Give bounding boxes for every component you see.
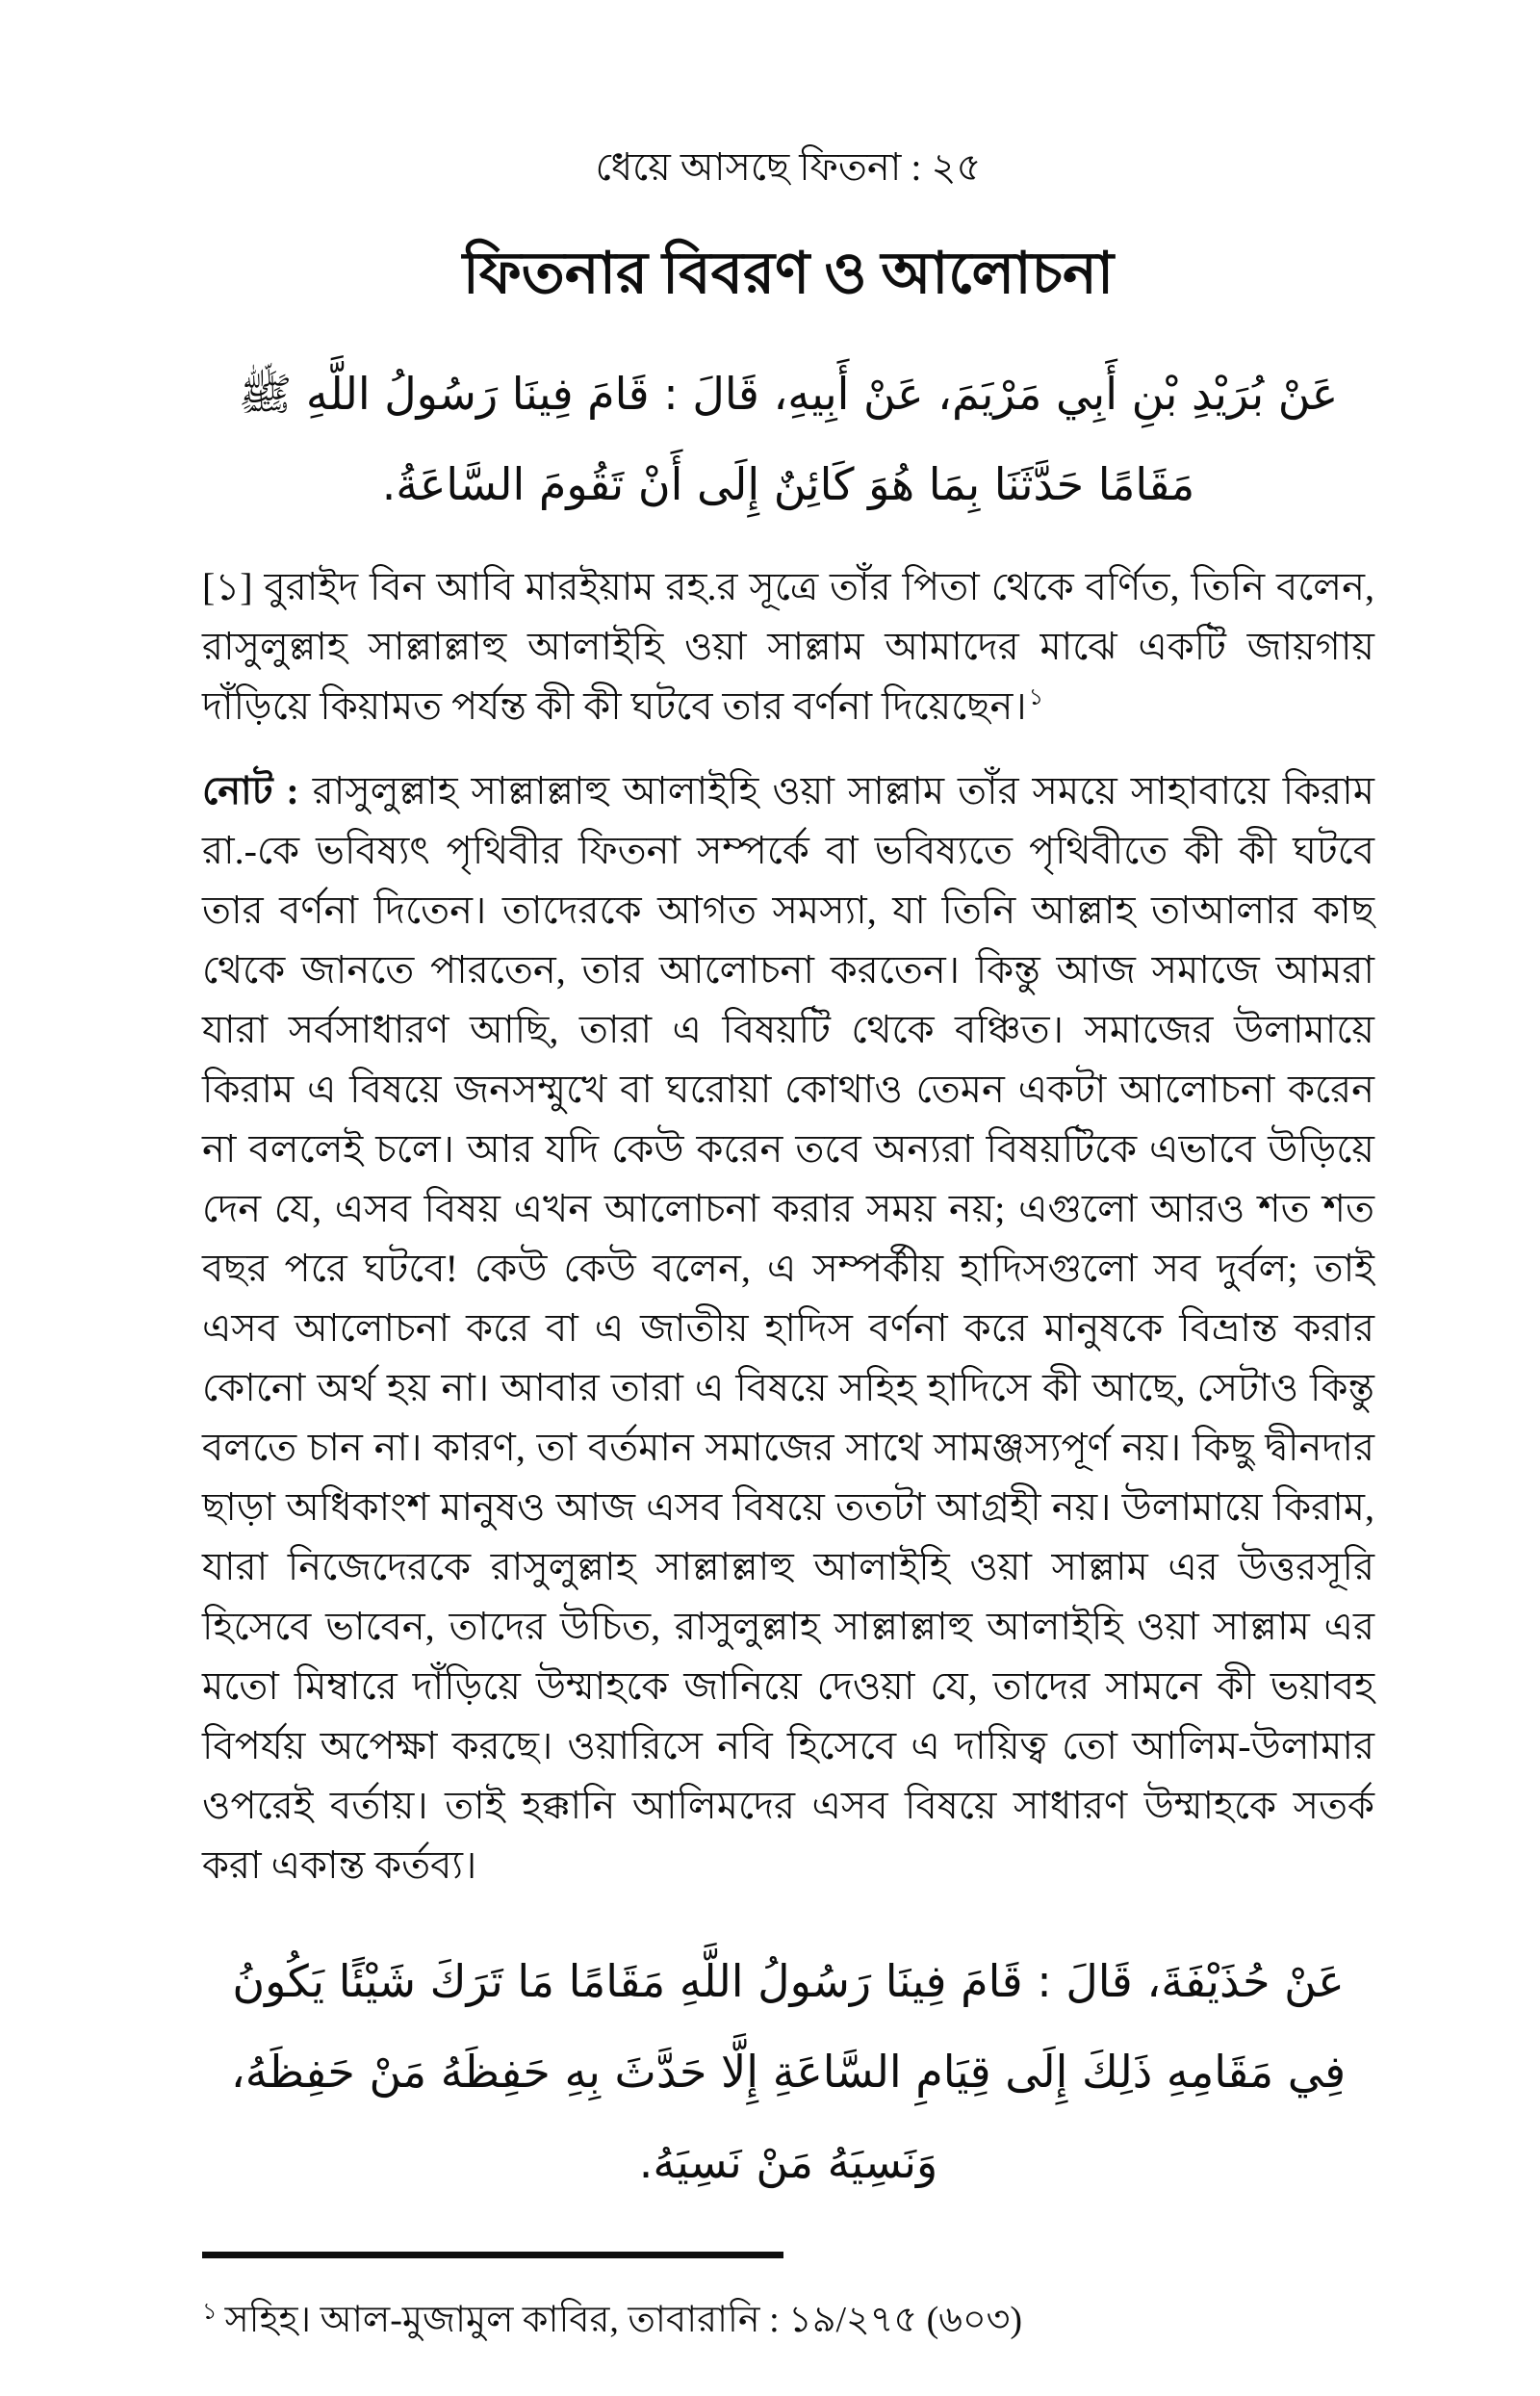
running-head: ধেয়ে আসছে ফিতনা : ২৫ xyxy=(595,145,982,189)
page-title: ফিতনার বিবরণ ও আলোচনা xyxy=(462,242,1115,305)
arabic-hadith-1: عَنْ بُرَيْدِ بْنِ أَبِي مَرْيَمَ، عَنْ أَبِيهِ، قَالَ : قَامَ فِينَا رَسُولُ اللَّهِ ﷺ مَقَامًا حَدَّثَنَا بِمَا هُوَ كَائِنٌ إِلَى أَنْ تَقُومَ السَّاعَةُ. xyxy=(238,368,1339,511)
arabic-hadith-2: عَنْ حُذَيْفَةَ، قَالَ : قَامَ فِينَا رَسُولُ اللَّهِ مَقَامًا مَا تَرَكَ شَيْئًا يَكُونُ فِي مَقَامِهِ ذَلِكَ إِلَى قِيَامِ السَّاعَةِ إِلَّا حَدَّثَ بِهِ حَفِظَهُ مَنْ حَفِظَهُ، وَنَسِيَهُ مَنْ نَسِيَهُ. xyxy=(230,1954,1347,2189)
footnote xyxy=(202,2293,1374,2347)
footnote-text: সহিহ। আল-মুজামুল কাবির, তাবারানি : ১৯/২৭৫ (৬০৩) xyxy=(224,2300,1023,2341)
note-paragraph xyxy=(202,761,1374,1895)
hadith-1-translation-text: [১] বুরাইদ বিন আবি মারইয়াম রহ.র সূত্রে তাঁর পিতা থেকে বর্ণিত, তিনি বলেন, রাসুলুল্লাহ সাল্লাল্লাহু আলাইহি ওয়া সাল্লাম আমাদের মাঝে একটি জায়গায় দাঁড়িয়ে কিয়ামত পর্যন্ত কী কী ঘটবে তার বর্ণনা দিয়েছেন। xyxy=(202,564,1374,728)
hadith-1-translation xyxy=(202,557,1374,736)
note-label: নোট : xyxy=(202,768,299,812)
footnote-reference-mark: ১ xyxy=(1028,685,1044,711)
note-text: রাসুলুল্লাহ সাল্লাল্লাহু আলাইহি ওয়া সাল্লাম তাঁর সময়ে সাহাবায়ে কিরাম রা.-কে ভবিষ্যৎ পৃথিবীর ফিতনা সম্পর্কে বা ভবিষ্যতে পৃথিবীতে কী কী ঘটবে তার বর্ণনা দিতেন। তাদেরকে আগত সমস্যা, যা তিনি আল্লাহ তাআলার কাছ থেকে জানতে পারতেন, তার আলোচনা করতেন। কিন্তু আজ সমাজে আমরা যারা সর্বসাধারণ আছি, তারা এ বিষয়টি থেকে বঞ্চিত। সমাজের উলামায়ে কিরাম এ বিষয়ে জনসম্মুখে বা ঘরোয়া কোথাও তেমন একটা আলোচনা করেন না বললেই চলে। আর যদি কেউ করেন তবে অন্যরা বিষয়টিকে এভাবে উড়িয়ে দেন যে, এসব বিষয় এখন আলোচনা করার সময় নয়; এগুলো আরও শত শত বছর পরে ঘটবে! কেউ কেউ বলেন, এ সম্পর্কীয় হাদিসগুলো সব দুর্বল; তাই এসব আলোচনা করে বা এ জাতীয় হাদিস বর্ণনা করে মানুষকে বিভ্রান্ত করার কোনো অর্থ হয় না। আবার তারা এ বিষয়ে সহিহ হাদিসে কী আছে, সেটাও কিন্তু বলতে চান না। কারণ, তা বর্তমান সমাজের সাথে সামঞ্জস্যপূর্ণ নয়। কিছু দ্বীনদার ছাড়া অধিকাংশ মানুষও আজ এসব বিষয়ে ততটা আগ্রহী নয়। উলামায়ে কিরাম, যারা নিজেদেরকে রাসুলুল্লাহ সাল্লাল্লাহু আলাইহি ওয়া সাল্লাম এর উত্তরসূরি হিসেবে ভাবেন, তাদের উচিত, রাসুলুল্লাহ সাল্লাল্লাহু আলাইহি ওয়া সাল্লাম এর মতো মিম্বারে দাঁড়িয়ে উম্মাহকে জানিয়ে দেওয়া যে, তাদের সামনে কী ভয়াবহ বিপর্যয় অপেক্ষা করছে। ওয়ারিসে নবি হিসেবে এ দায়িত্ব তো আলিম-উলামার ওপরেই বর্তায়। তাই হক্কানি আলিমদের এসব বিষয়ে সাধারণ উম্মাহকে সতর্ক করা একান্ত কর্তব্য। xyxy=(202,768,1374,1887)
footnote-number: ১ xyxy=(202,2299,218,2325)
footnote-divider xyxy=(202,2252,783,2258)
